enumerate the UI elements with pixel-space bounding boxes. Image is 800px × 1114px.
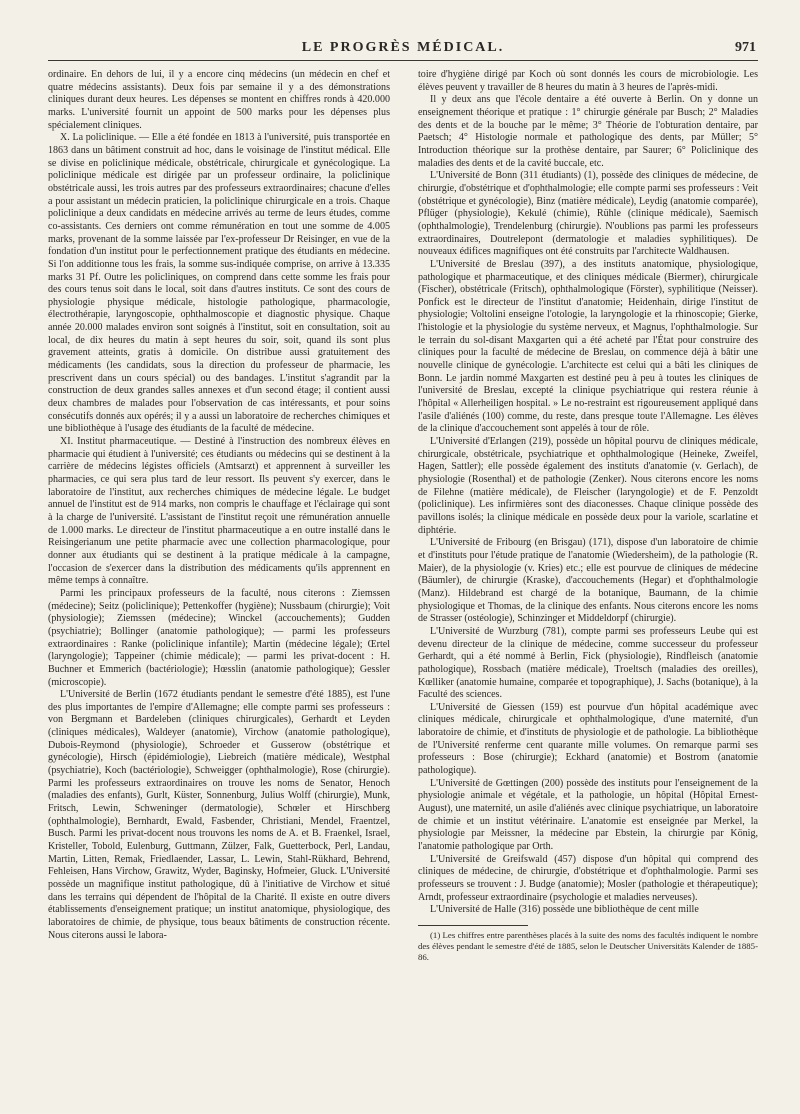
- right-column: [418, 69, 758, 963]
- paragraph: L'Université de Giessen (159) est pourvue d'un hôpital académique avec cliniques médicale, chirurgicale et ophthalmologique, d'une maternité, d'un laboratoire de chimie, et d'instituts de physiologie et de pathologie. La bibliothèque de l'Université renferme cent quarante mille volumes. On remarque parmi ses professeurs : Bose (chirurgie); Eckhard (anatomie) et Bostrom (anatomie pathologique).: [418, 701, 758, 777]
- paragraph: L'Université de Halle (316) possède une bibliothèque de cent mille: [430, 904, 699, 916]
- footnote: (1) Les chiffres entre parenthèses placés à la suite des noms des facultés indiquent le nombre des élèves pendant le semestre d'été de 1885, selon le Deutscher Universitäts Kalender de 1885-86.: [418, 929, 758, 962]
- paragraph: L'Université de Gœttingen (200) possède des instituts pour l'enseignement de la physiologie animale et végétale, et la pathologie, un hôpital (Hôpital Ernest-August), une maternité, un asile d'aliénés avec clinique psychiatrique, un laboratoire de chimie et un institut vétérinaire. L'anatomie est enseignée par Merkel, la physiologie par Meissner, la médecine par Ebstein, la chirurgie par König, l'anatomie pathologique par Orth.: [418, 777, 758, 853]
- journal-title: LE PROGRÈS MÉDICAL.: [301, 40, 505, 55]
- paragraph: X. La policlinique. — Elle a été fondée en 1813 à l'université, puis transportée en 1863 dans un bâtiment construit ad hoc, dans le voisinage de l'institut médical. Elle se divise en policlinique médicale, obstétricale, chirurgicale et gynécologique. La policlinique médicale est dirigée par un professeur ordinaire, la policlinique obstétricale aussi, les trois autres par des professeurs extraordinaires; chacune d'elles a pour assistant un médecin praticien, la policlinique chirurgicale en a trois. Chaque policlinique a deux candidats en médecine arrivés au terme de leurs études, comme co-assistants. Ces derniers ont comme rémunération en tout une somme de 4.005 marks, provenant de la somme laissée par l'ex-professeur Dr Reisinger, en vue de la fondation d'un institut pour le perfectionnement pratique des étudiants en médecine. Si l'on additionne tous les frais, la somme sus-indiquée comprise, on arrive à 13.335 marks 31 Pf. Outre les policliniques, on comprend dans cette somme les frais pour des cours tenus soit dans le local, soit dans d'autres instituts. Ce sont des cours de physiologie physique médicale, histologie pathologique, pharmacologie, électrothérapie, laryngoscopie, ophthalmoscopie et diagnostic physique. Chaque année 20.000 malades environ sont soignés à l'institut, soit en consultation, soit au local, de dix heures du matin à sept heures du soir, soit, quand ils sont plus gravement atteints, gratis à domicile. On distribue aussi gratuitement des médicaments (les candidats, sous la direction du professeur de pharmacie, les prescrivent dans un cours spécial) ou des bandages. L'institut s'agrandit par la construction de deux grandes salles annexes et d'un second étage; il contient aussi deux chambres de malades pour l'observation de cas intéressants, et pour soins consécutifs donnés aux opérés; il y a aussi un laboratoire de recherches chimiques et une bibliothèque à l'usage des étudiants de la faculté de médecine.: [48, 132, 390, 435]
- paragraph: XI. Institut pharmaceutique. — Destiné à l'instruction des nombreux élèves en pharmacie qui étudient à l'université; ces étudiants ou médecins qui se destinent à la carrière de médecins légistes officiels (Amtsarzt) et apprennent à surveiller les pharmacies, ce qui sera plus tard de leur ressort. Ils peuvent s'y exercer, dans le laboratoire de l'institut, aux recherches chimiques de médecine légale. Le budget annuel de l'institut est de 914 marks, non compris le chauffage et l'éclairage qui sont à la charge de l'université. L'assistant de l'institut reçoit une rémunération annuelle de 1.000 marks. Le directeur de l'institut pharmaceutique a en outre installé dans le Reisingerianum une petite pharmacie avec une collection pharmacologique, pour donner aux étudiants qui se destinent à la pratique médicale à la campagne, l'occasion de s'exercer dans la distribution des médicaments qu'ils apprennent en même temps à connaître.: [48, 436, 390, 587]
- paragraph: L'Université d'Erlangen (219), possède un hôpital pourvu de cliniques médicale, chirurgicale, obstétricale, psychiatrique et ophthalmologique (Heineke, Zweifel, Hagen, Sattler); elle possède également des instituts d'anatomie (v. Gerlach), de physiologie (Rosenthal) et de pathologie (Zenker). Nous citerons encore les noms de Filehne (matière médicale), de Fleischer (laryngologie) et de F. Penzoldt (policlinique). Les infirmières sont des diaconesses. Chaque clinique possède des pavillons isolés; la clinique médicale en possède deux pour la variole, scarlatine et diphtérie.: [418, 436, 758, 536]
- two-column-body: [48, 69, 758, 963]
- paragraph: L'Université de Wurzburg (781), compte parmi ses professeurs Leube qui est devenu directeur de la clinique de médecine, comme successeur du professeur Gerhardt, qui a été nommé à Berlin, Fick (physiologie), Rindfleisch (anatomie pathologique), Rossbach (matière médicale), Troeltsch (maladies des oreilles), Kœlliker (anatomie humaine, comparée et topographique), J. Sachs (botanique), à la Faculté des sciences.: [418, 625, 758, 701]
- paragraph: L'Université de Berlin (1672 étudiants pendant le semestre d'été 1885), est l'une des plus importantes de l'empire d'Allemagne; elle compte parmi ses professeurs : von Bergmann et Bardeleben (cliniques chirurgicales), Gerhardt et Leyden (cliniques médicales), Waldeyer (anatomie), Virchow (anatomie pathologique), Dubois-Reymond (physiologie), Schroeder et Gusserow (obstétrique et gynécologie), Hirsch (épidémiologie), Liebreich (matière médicale), Westphal (psychiatrie), Koch (bactériologie), Schweigger (ophthalmologie), Rose (chirurgie). Parmi les professeurs extraordinaires on trouve les noms de Senator, Henoch (maladies des enfants), Gurlt, Küster, Sonnenburg, Julius Wolff (chirurgie), Munk, Fritsch, Lewin, Schweninger (dermatologie), Schœler et Hirschberg (ophthalmologie), Bernhardt, Ewald, Fasbender, Christiani, Mendel, Fraentzel, Busch. Parmi les privat-docent nous trouvons les noms de A. et B. Fraenkel, Israel, Kristeller, Tobold, Eulenburg, Guttmann, Zülzer, Falk, Guetterbock, Perl, Landau, Martin, Litten, Remak, Friedlaender, Lassar, L. Lewin, Stahl-Rükhard, Behrend, Fehleisen, Hans Virchow, Grawitz, Wyder, Baginsky, Hofmeier, Gluck. L'Université possède un magnifique institut pathologique, dû à l'initiative de Virchow et situé dans les terrains qui dépendent de l'hôpital de la Charité. Il existe en outre divers établissements d'enseignement pratique; un institut anatomique, physiologique, des laboratoires de chimie, de physique, tous beaux bâtiments de construction récente. Nous citerons aussi le labora-: [48, 689, 390, 941]
- paragraph: toire d'hygiène dirigé par Koch où sont donnés les cours de microbiologie. Les élèves peuvent y travailler de 8 heures du matin à 3 heures de l'après-midi.: [418, 69, 758, 93]
- paragraph: L'Université de Bonn (311 étudiants) (1), possède des cliniques de médecine, de chirurgie, d'obstétrique et d'ophthalmologie; elle compte parmi ses professeurs : Veit (obstétrique et gynécologie), Binz (matière médicale), Leydig (anatomie comparée), Pflüger (physiologie), Kekulé (chimie), Rühle (clinique médicale), Saemisch (ophthalmologie), Trendelenburg (chirurgie). N'oublions pas parmi les professeurs extraordinaires, Doutrelepont (dermatologie et maladies syphilitiques). De nouveaux édifices magnifiques ont été construits par l'architecte Waldhausen.: [418, 170, 758, 258]
- page-number: 971: [735, 40, 756, 55]
- page-header: [48, 38, 758, 61]
- left-column: [48, 69, 390, 963]
- paragraph: L'Université de Breslau (397), a des instituts anatomique, physiologique, pathologique et pharmaceutique, et des cliniques médicale (Biermer), chirurgicale (Fischer), obstétricale (Fritsch), ophthalmologique (Förster), syphilitique (Neisser). Ponfick est le directeur de l'institut d'anatomie; Heidenhain, dirige l'institut de physiologie; Voltolini enseigne l'otologie, la laryngologie et la rhinoscopie; Gierke, l'histologie et la physiologie du système nerveux, et Magnus, l'ophthalmologie. Sur le terrain du sol-disant Maxgarten qui a été acheté par l'État pour construire des cliniques pour la faculté de médecine de Breslau, on commence déjà à bâtir une nouvelle clinique de gynécologie. L'architecte est celui qui a bâti les cliniques de Bonn. Le jardin nommé Maxgarten est destiné peu à peu à toutes les cliniques de l'université de Breslau, excepté la clinique psychiatrique qui restera réunie à l'hôpital « Allerheiligen hospital. » Le no-restraint est rigoureusement appliqué dans l'asile d'aliénés (100) comme, du reste, dans presque toute l'Allemagne. Les élèves de la clinique d'accouchement sont appelés à tour de rôle.: [418, 258, 758, 435]
- paragraph: ordinaire. En dehors de lui, il y a encore cinq médecins (un médecin en chef et quatre médecins assistants). Deux fois par semaine il y a des démonstrations cliniques durant deux heures. Les dépenses se montent en chiffres ronds à 420.000 marks. L'université fournit un appoint de 500 marks pour les dépenses plus spécialement cliniques.: [48, 69, 390, 131]
- paragraph: Il y deux ans que l'école dentaire a été ouverte à Berlin. On y donne un enseignement théorique et pratique : 1° chirurgie générale par Busch; 2° Maladies des dents et de la bouche par le même; 3° Théorie de l'obturation dentaire, par Paetsch; 4° Histologie normale et pathologique des dents, par Müller; 5° Introduction théorique sur la prothèse dentaire, par Saurer; 6° Policlinique des maladies des dents et de la cavité buccale, etc.: [418, 94, 758, 169]
- paragraph: L'Université de Fribourg (en Brisgau) (171), dispose d'un laboratoire de chimie et d'instituts pour l'étude pratique de l'anatomie (Wiedersheim), de la pathologie (R. Maier), de la physiologie (v. Kries) etc.; elle est pourvue de cliniques de médecine (Bäumler), de chirurgie (Kraske), d'accouchements (Hegar) et d'ophthalmologie (Manz). Hildebrand est chargé de la botanique, Baumann, de la chimie physiologique et Thomas, de la clinique des enfants. Nous citerons encore les noms de Strasser (ostéologie), Schinzinger et Middeldorpf (chirurgie).: [418, 537, 758, 625]
- paragraph: L'Université de Greifswald (457) dispose d'un hôpital qui comprend des cliniques de médecine, de chirurgie, d'obstétrique et d'ophthalmologie. Parmi ses professeurs se trouvent : J. Budge (anatomie); Mosler (pathologie et thérapeutique); Arndt, professeur extraordinaire (psychologie et maladies nerveuses).: [418, 853, 758, 903]
- paragraph: Parmi les principaux professeurs de la faculté, nous citerons : Ziemssen (médecine); Seitz (policlinique); Pettenkoffer (hygiène); Nussbaum (chirurgie); Voit (physiologie); Ziemssen (médecine); Winckel (accouchements); Gudden (psychiatrie); Bollinger (anatomie pathologique); — parmi les professeurs extraordinaires : Ranke (policlinique infantile); Martin (médecine légale); Œrtel (laryngologie); Tappeiner (chimie médicale); — parmi les privat-docent : H. Buchner et Emmerich (bactériologie); Hœsslin (anatomie pathologique); Gessler (microscopie).: [48, 587, 390, 688]
- footnote-rule: [418, 925, 528, 926]
